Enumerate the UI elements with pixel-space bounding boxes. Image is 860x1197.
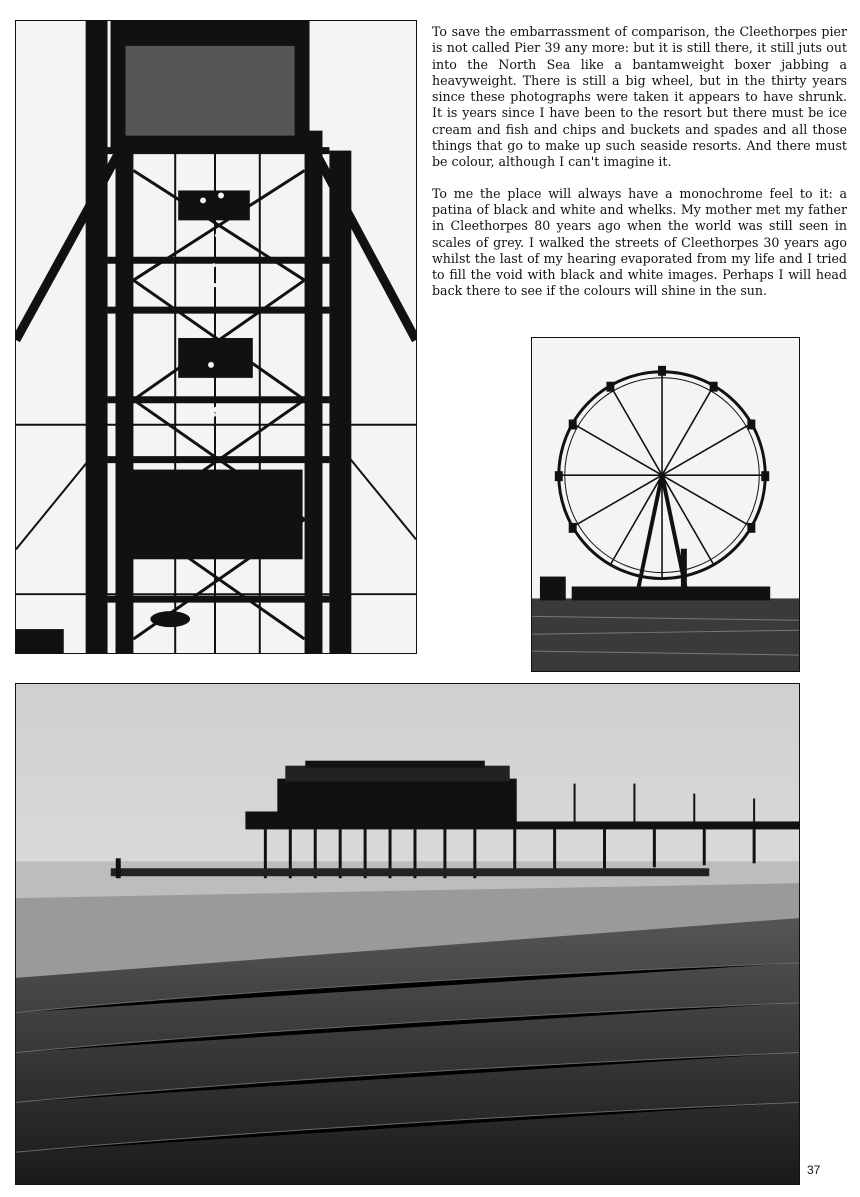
pier-illustration — [16, 684, 799, 1184]
article-paragraph-1: To save the embarrassment of comparison, the Cleethorpes pier is not called Pier 39 any more: but it is still there, it still juts out into the North Sea like a bantamweight boxer jabbing a heavyweight. There is still a big wheel, but in the thirty years since these photographs were taken it appears to have shrunk. It is years since I have been to the resort but there must be ice cream and fish and chips and buckets and spades and all those things that go to make up such seaside resorts. And there must be colour, although I can't imagine it. — [432, 24, 847, 170]
wheel-distant-illustration — [532, 338, 799, 671]
wheel-closeup-illustration — [16, 21, 416, 653]
article-text — [432, 24, 847, 315]
photo-pier — [15, 683, 800, 1185]
article-paragraph-2: To me the place will always have a monochrome feel to it: a patina of black and white and whelks. My mother met my father in Cleethorpes 80 years ago when the world was still seen in scales of grey. I walked the streets of Cleethorpes 30 years ago whilst the last of my hearing evaporated from my life and I tried to fill the void with black and white images. Perhaps I will head back there to see if the colours will shine in the sun. — [432, 185, 847, 299]
photo-wheel-closeup — [15, 20, 417, 654]
page-number: 37 — [807, 1163, 821, 1177]
photo-wheel-distant — [531, 337, 800, 672]
